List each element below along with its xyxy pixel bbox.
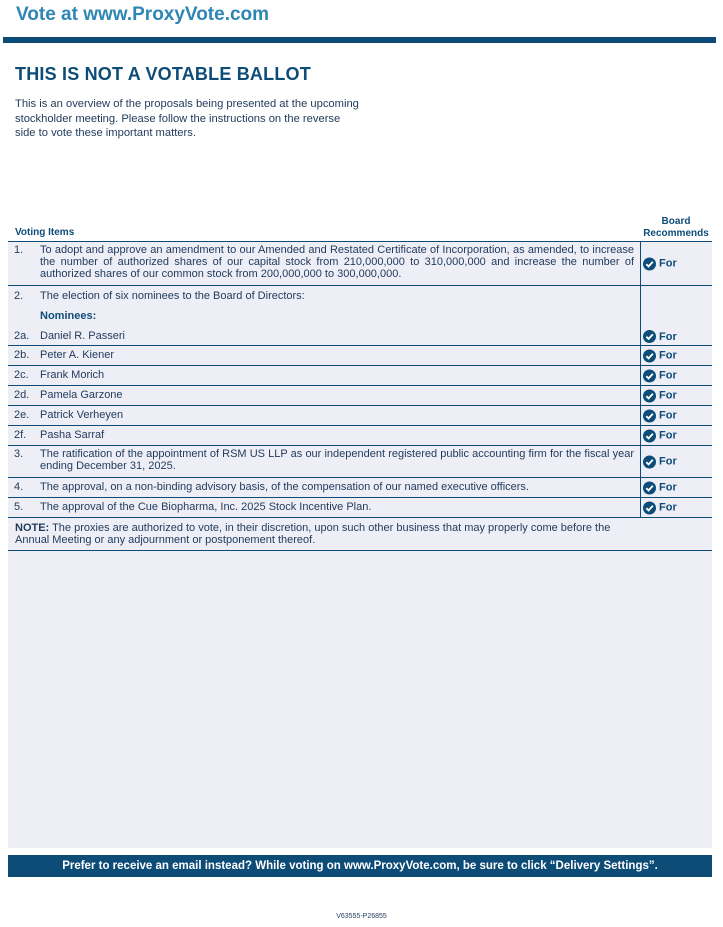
table-row — [8, 242, 712, 286]
item-number: 5. — [14, 501, 24, 513]
recommendation — [643, 501, 677, 514]
recommendation — [643, 257, 677, 270]
recommendation — [643, 481, 677, 494]
recommendation-label: For — [659, 369, 677, 382]
recommendation-cell — [640, 406, 713, 425]
recommendation — [643, 369, 677, 382]
recommendation-label: For — [659, 389, 677, 402]
nominee-name: Pamela Garzone — [40, 389, 123, 401]
recommendation-label: For — [659, 501, 677, 514]
check-circle-icon — [643, 330, 656, 343]
recommendation-label: For — [659, 429, 677, 442]
table-row — [8, 406, 712, 426]
nominee-name: Pasha Sarraf — [40, 429, 105, 441]
nominee-name: Patrick Verheyen — [40, 409, 124, 421]
recommendation-label: For — [659, 409, 677, 422]
item-number: 3. — [14, 448, 24, 460]
page-title: THIS IS NOT A VOTABLE BALLOT — [15, 64, 311, 84]
col-header-board-line1: Board — [661, 216, 691, 227]
recommendation-label: For — [659, 257, 677, 270]
col-header-board-recommends — [640, 216, 712, 239]
table-row — [8, 498, 712, 518]
nominee-name: Frank Morich — [40, 369, 105, 381]
nominees-label: Nominees: — [40, 310, 97, 322]
nominee-number: 2a. — [14, 330, 30, 342]
recommendation — [643, 409, 677, 422]
item-text: The approval, on a non-binding advisory basis, of the compensation of our named executive officers. — [40, 481, 529, 493]
nominee-number: 2f. — [14, 429, 27, 441]
recommendation — [643, 389, 677, 402]
table-header — [8, 215, 712, 241]
recommendation — [643, 429, 677, 442]
nominee-number: 2e. — [14, 409, 30, 421]
item-text: To adopt and approve an amendment to our Amended and Restated Certificate of Incorporation, as amended, to increase the number of authorized shares of our capital stock from 210,000,000 to 310,000,000 and increase the number of authorized shares of our common stock from 200,000,000 to 300,000,000. — [40, 244, 634, 280]
note-row — [8, 518, 712, 551]
header-divider — [3, 37, 716, 43]
note-label: NOTE: — [15, 522, 50, 534]
recommendation-label: For — [659, 455, 677, 468]
nominee-number: 2d. — [14, 389, 30, 401]
nominee-number: 2c. — [14, 369, 29, 381]
check-circle-icon — [643, 389, 656, 402]
check-circle-icon — [643, 481, 656, 494]
item-text: The approval of the Cue Biopharma, Inc. 2025 Stock Incentive Plan. — [40, 501, 372, 513]
delivery-settings-banner: Prefer to receive an email instead? While voting on www.ProxyVote.com, be sure to click “Delivery Settings”. — [8, 855, 712, 877]
recommendation-cell — [640, 478, 713, 497]
table-row — [8, 446, 712, 478]
table-row — [8, 478, 712, 498]
table-row — [8, 386, 712, 406]
check-circle-icon — [643, 501, 656, 514]
recommendation-label: For — [659, 481, 677, 494]
header-title: Vote at www.ProxyVote.com — [16, 4, 270, 25]
recommendation-label: For — [659, 349, 677, 362]
recommendation-cell — [640, 346, 713, 365]
nominee-name: Peter A. Kiener — [40, 349, 114, 361]
table-row — [8, 286, 712, 346]
voting-table — [8, 215, 712, 848]
note-body: The proxies are authorized to vote, in their discretion, upon such other business that may properly come before the Annual Meeting or any adjournment or postponement thereof. — [15, 522, 611, 546]
nominee-name: Daniel R. Passeri — [40, 330, 125, 342]
nominee-number: 2b. — [14, 349, 30, 361]
table-row — [8, 426, 712, 446]
item-text: The election of six nominees to the Board of Directors: — [40, 290, 305, 302]
item-number: 4. — [14, 481, 24, 493]
intro-text: This is an overview of the proposals being presented at the upcoming stockholder meeting. Please follow the instructions on the reverse side to vote these important matters. — [15, 98, 359, 139]
recommendation-cell — [640, 366, 713, 385]
recommendation — [643, 455, 677, 468]
document-code: V63555-P26855 — [336, 913, 387, 920]
check-circle-icon — [643, 349, 656, 362]
table-row — [8, 366, 712, 386]
item-number: 2. — [14, 290, 24, 302]
recommendation-cell — [640, 386, 713, 405]
note-text — [15, 522, 641, 546]
col-header-board-line2: Recommends — [643, 227, 709, 239]
recommendation-cell — [640, 446, 713, 477]
recommendation — [643, 349, 677, 362]
check-circle-icon — [643, 409, 656, 422]
col-header-voting-items: Voting Items — [15, 227, 75, 238]
item-number: 1. — [14, 244, 24, 256]
check-circle-icon — [643, 257, 656, 270]
recommendation-cell — [640, 242, 713, 285]
recommendation-label: For — [659, 330, 677, 343]
item-text: The ratification of the appointment of RSM US LLP as our independent registered public accounting firm for the fiscal year ending December 31, 2025. — [40, 448, 634, 472]
check-circle-icon — [643, 429, 656, 442]
table-body — [8, 241, 712, 848]
recommendation-cell — [640, 426, 713, 445]
recommendation-cell — [640, 286, 713, 345]
recommendation-cell — [640, 498, 713, 517]
recommendation — [643, 330, 677, 343]
check-circle-icon — [643, 369, 656, 382]
blank-panel — [8, 551, 712, 848]
check-circle-icon — [643, 455, 656, 468]
table-row — [8, 346, 712, 366]
